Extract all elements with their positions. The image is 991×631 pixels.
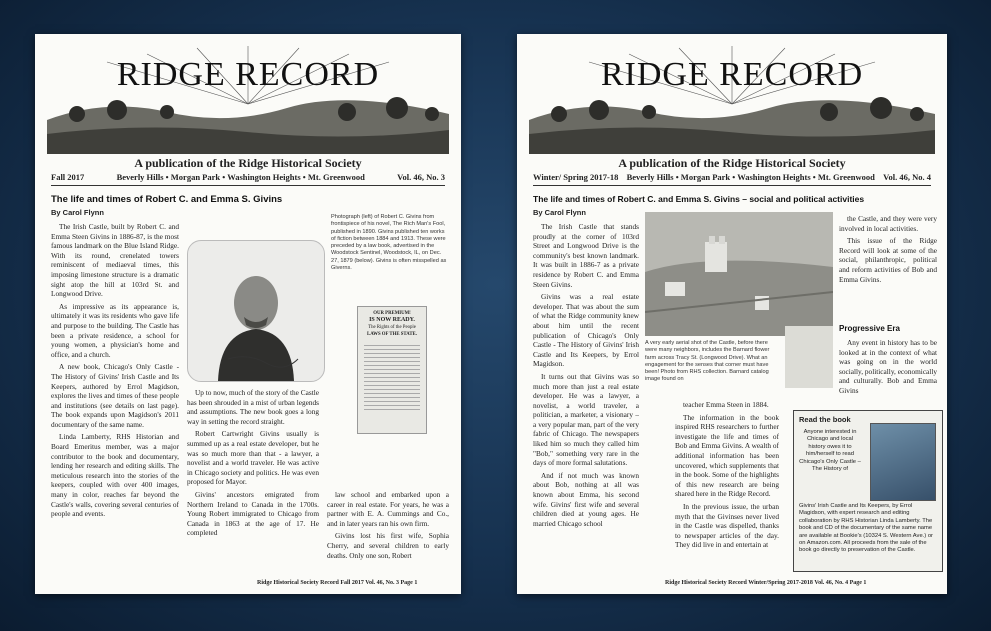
paragraph: A new book, Chicago's Only Castle - The History of Givins' Irish Castle and Its Keepers, authored by Errol Magidson, explores the lives and times of these people and institutions (see details on last page). The book expands upon Magidson's 2011 documentary of the same name. [51, 362, 179, 429]
ad-line: IS NOW READY. [369, 317, 415, 323]
paragraph: Any event in history has to be looked at in the context of what was going on in the world socially, politically, economically and culturally. Bob and Emma Givins [839, 338, 937, 395]
page-footer: Ridge Historical Society Record Winter/Spring 2017-2018 Vol. 46, No. 4 Page 1 [665, 580, 867, 586]
paragraph: Givins was a real estate developer. That was about the sum of what the Ridge community knew about him until the recent publication of Chicago's Only Castle - The History of Givins' Irish Castle and Its Keepers, by Errol Magidson. [533, 292, 639, 369]
issue-date: Fall 2017 [51, 172, 85, 182]
publication-line: A publication of the Ridge Historical Society [134, 156, 362, 170]
neighborhoods: Beverly Hills • Morgan Park • Washington Heights • Mt. Greenwood [116, 172, 365, 182]
publication-line: A publication of the Ridge Historical Society [618, 156, 846, 170]
portrait-frame [187, 240, 325, 382]
issue-date: Winter/ Spring 2017-18 [533, 172, 619, 182]
article-column-1 [533, 222, 639, 572]
article-headline: The life and times of Robert C. and Emma S. Givins [51, 194, 283, 205]
ad-line: The Rights of the People [368, 325, 416, 330]
paragraph: The Irish Castle, built by Robert C. and Emma Steen Givins in 1886-87, is the most famous landmark on the Blue Island Ridge. With its round, crenelated towers reminiscent of mediaeval times, this imposing limestone structure is a dramatic sight atop the hill at 103rd St. and Longwood Drive. [51, 222, 179, 299]
paragraph: Up to now, much of the story of the Castle has been shrouded in a mist of urban legends and assumptions. The new book goes a long way in setting the record straight. [187, 388, 319, 426]
paragraph: Robert Cartwright Givins usually is summed up as a real estate developer, but he was so much more than that - a lawyer, a novelist and a world traveler. He was active in Chicago society and politics. He was even proposed for Mayor. [187, 429, 319, 487]
article-column-3b [839, 338, 937, 398]
neighborhoods: Beverly Hills • Morgan Park • Washington Heights • Mt. Greenwood [626, 172, 875, 182]
paragraph: Givins lost his first wife, Sophia Cherry, and several children to early deaths. Only one son, Robert [327, 531, 449, 560]
article-headline: The life and times of Robert C. and Emma S. Givins – social and political activities [533, 194, 865, 204]
article-column-1 [51, 222, 179, 572]
paragraph: It turns out that Givins was so much more than just a real estate developer. He was a lawyer, a novelist, a world traveler, a politician, a marketer, a visionary – a very popular man, part of the very fabric of Chicago. The newspapers liked him so much they called him "Bob," something very rare in the days of more formal salutations. [533, 371, 639, 468]
paragraph: As impressive as its appearance is, ultimately it was its residents who gave life and purpose to the building. The Castle has been a private residence, a school for young women, a physician's home and office, and a church. [51, 301, 179, 359]
issue-info-bar [533, 172, 931, 186]
portrait-photo [188, 241, 324, 381]
issue-info-bar [51, 172, 445, 186]
newsletter-page-winter-2017-18 [517, 34, 947, 594]
ad-line: LAWS OF THE STATE. [367, 332, 417, 337]
photo-caption: Photograph (left) of Robert C. Givins from frontispiece of his novel, The Rich Man's Fool, published in 1890. Givins published ten works of fiction between 1884 and 1913. These were preceded by a law book, advertised in the Woodstock Sentinel, Woodstock, IL, on Dec. 27, 1879 (below). Givins is often misspelled as Giverns. [331, 214, 447, 272]
paragraph: And if not much was known about Bob, nothing at all was known about Emma, his second wife. Givins' first wife and several children died at young ages. He married Chicago school [533, 470, 639, 528]
ad-text-block [364, 342, 420, 412]
paragraph: This issue of the Ridge Record will look at some of the social, philanthropic, political and reform activities of Bob and Emma Givins. [839, 236, 937, 284]
paragraph: In the previous issue, the urban myth that the Givinses never lived in the Castle was dispelled, thanks to newspaper articles of the day. They did live in and entertain at [675, 501, 779, 550]
newsletter-page-fall-2017 [35, 34, 461, 594]
newsletter-title: RIDGE RECORD [116, 56, 380, 93]
byline: By Carol Flynn [533, 208, 586, 217]
photo-caption: A very early aerial shot of the Castle, before there were many neighbors, includes the Barnard flower farm across Tracy St. (Longwood Drive). What an engagement for the senses that corner must have been! Photo from RHS collection. Barnard catalog image found on [645, 340, 770, 383]
sidebar-text: Anyone interested in Chicago and local history owes it to him/herself to read Chicago's Only Castle – The History of [799, 429, 861, 473]
sidebar-text-continued: Givins' Irish Castle and Its Keepers, by Errol Magidson, with expert research and editing collaboration by RHS Historian Linda Lamberty. The book and CD of the documentary of the same name are available at Bookie's (10324 S. Western Ave.) or on Amazon.com. All proceeds from the sale of the book go directly to preservation of the Castle. [799, 503, 933, 554]
aerial-photo-image [645, 212, 833, 336]
paragraph: The information in the book inspired RHS researchers to further investigate the life and times of Bob and Emma Givins. A wealth of additional information has been uncovered, which supplements that in the book. Some of the highlights of this new research are being shared here in the Ridge Record. [675, 412, 779, 499]
article-column-3 [839, 214, 937, 322]
ad-line: OUR PREMIUM! [373, 311, 411, 316]
volume-number: Vol. 46, No. 3 [397, 172, 445, 182]
volume-number: Vol. 46, No. 4 [883, 172, 931, 182]
paragraph: the Castle, and they were very involved in local activities. [839, 214, 937, 233]
read-the-book-sidebar [793, 410, 943, 572]
newsletter-title: RIDGE RECORD [600, 56, 864, 93]
article-column-2 [675, 400, 779, 574]
article-column-2 [187, 388, 319, 574]
newspaper-ad-clipping [357, 306, 427, 434]
article-column-3 [327, 490, 449, 574]
paragraph: The Irish Castle that stands proudly at the corner of 103rd Street and Longwood Drive is the community's best known landmark. It was built in 1886-7 as a private residence by Robert C. and Emma Steen Givins. [533, 222, 639, 289]
paragraph: Linda Lamberty, RHS Historian and Board Emeritus member, was a major contributor to the book and documentary, lending her research and editing skills. The meticulous research into the stories of the keepers, coupled with over 400 images, many in color, reaches far beyond the Castle's walls, covering several centuries of people and events. [51, 432, 179, 519]
byline: By Carol Flynn [51, 208, 104, 217]
masthead [529, 42, 935, 168]
flower-catalog-image [785, 326, 833, 388]
paragraph: teacher Emma Steen in 1884. [683, 400, 769, 409]
aerial-castle-photo [645, 212, 833, 336]
page-footer: Ridge Historical Society Record Fall 2017 Vol. 46, No. 3 Page 1 [257, 580, 418, 586]
sidebar-title: Read the book [799, 415, 851, 424]
paragraph: law school and embarked upon a career in real estate. For years, he was a partner with E. A. Cummings and Co., and in later years ran his own firm. [327, 490, 449, 528]
paragraph: Givins' ancestors emigrated from Northern Ireland to Canada in the 1700s. Young Robert immigrated to Chicago from Canada in 1863 at the age of 17. He completed [187, 489, 319, 538]
book-cover-image [870, 423, 936, 501]
masthead [47, 42, 449, 168]
section-heading: Progressive Era [839, 324, 900, 333]
